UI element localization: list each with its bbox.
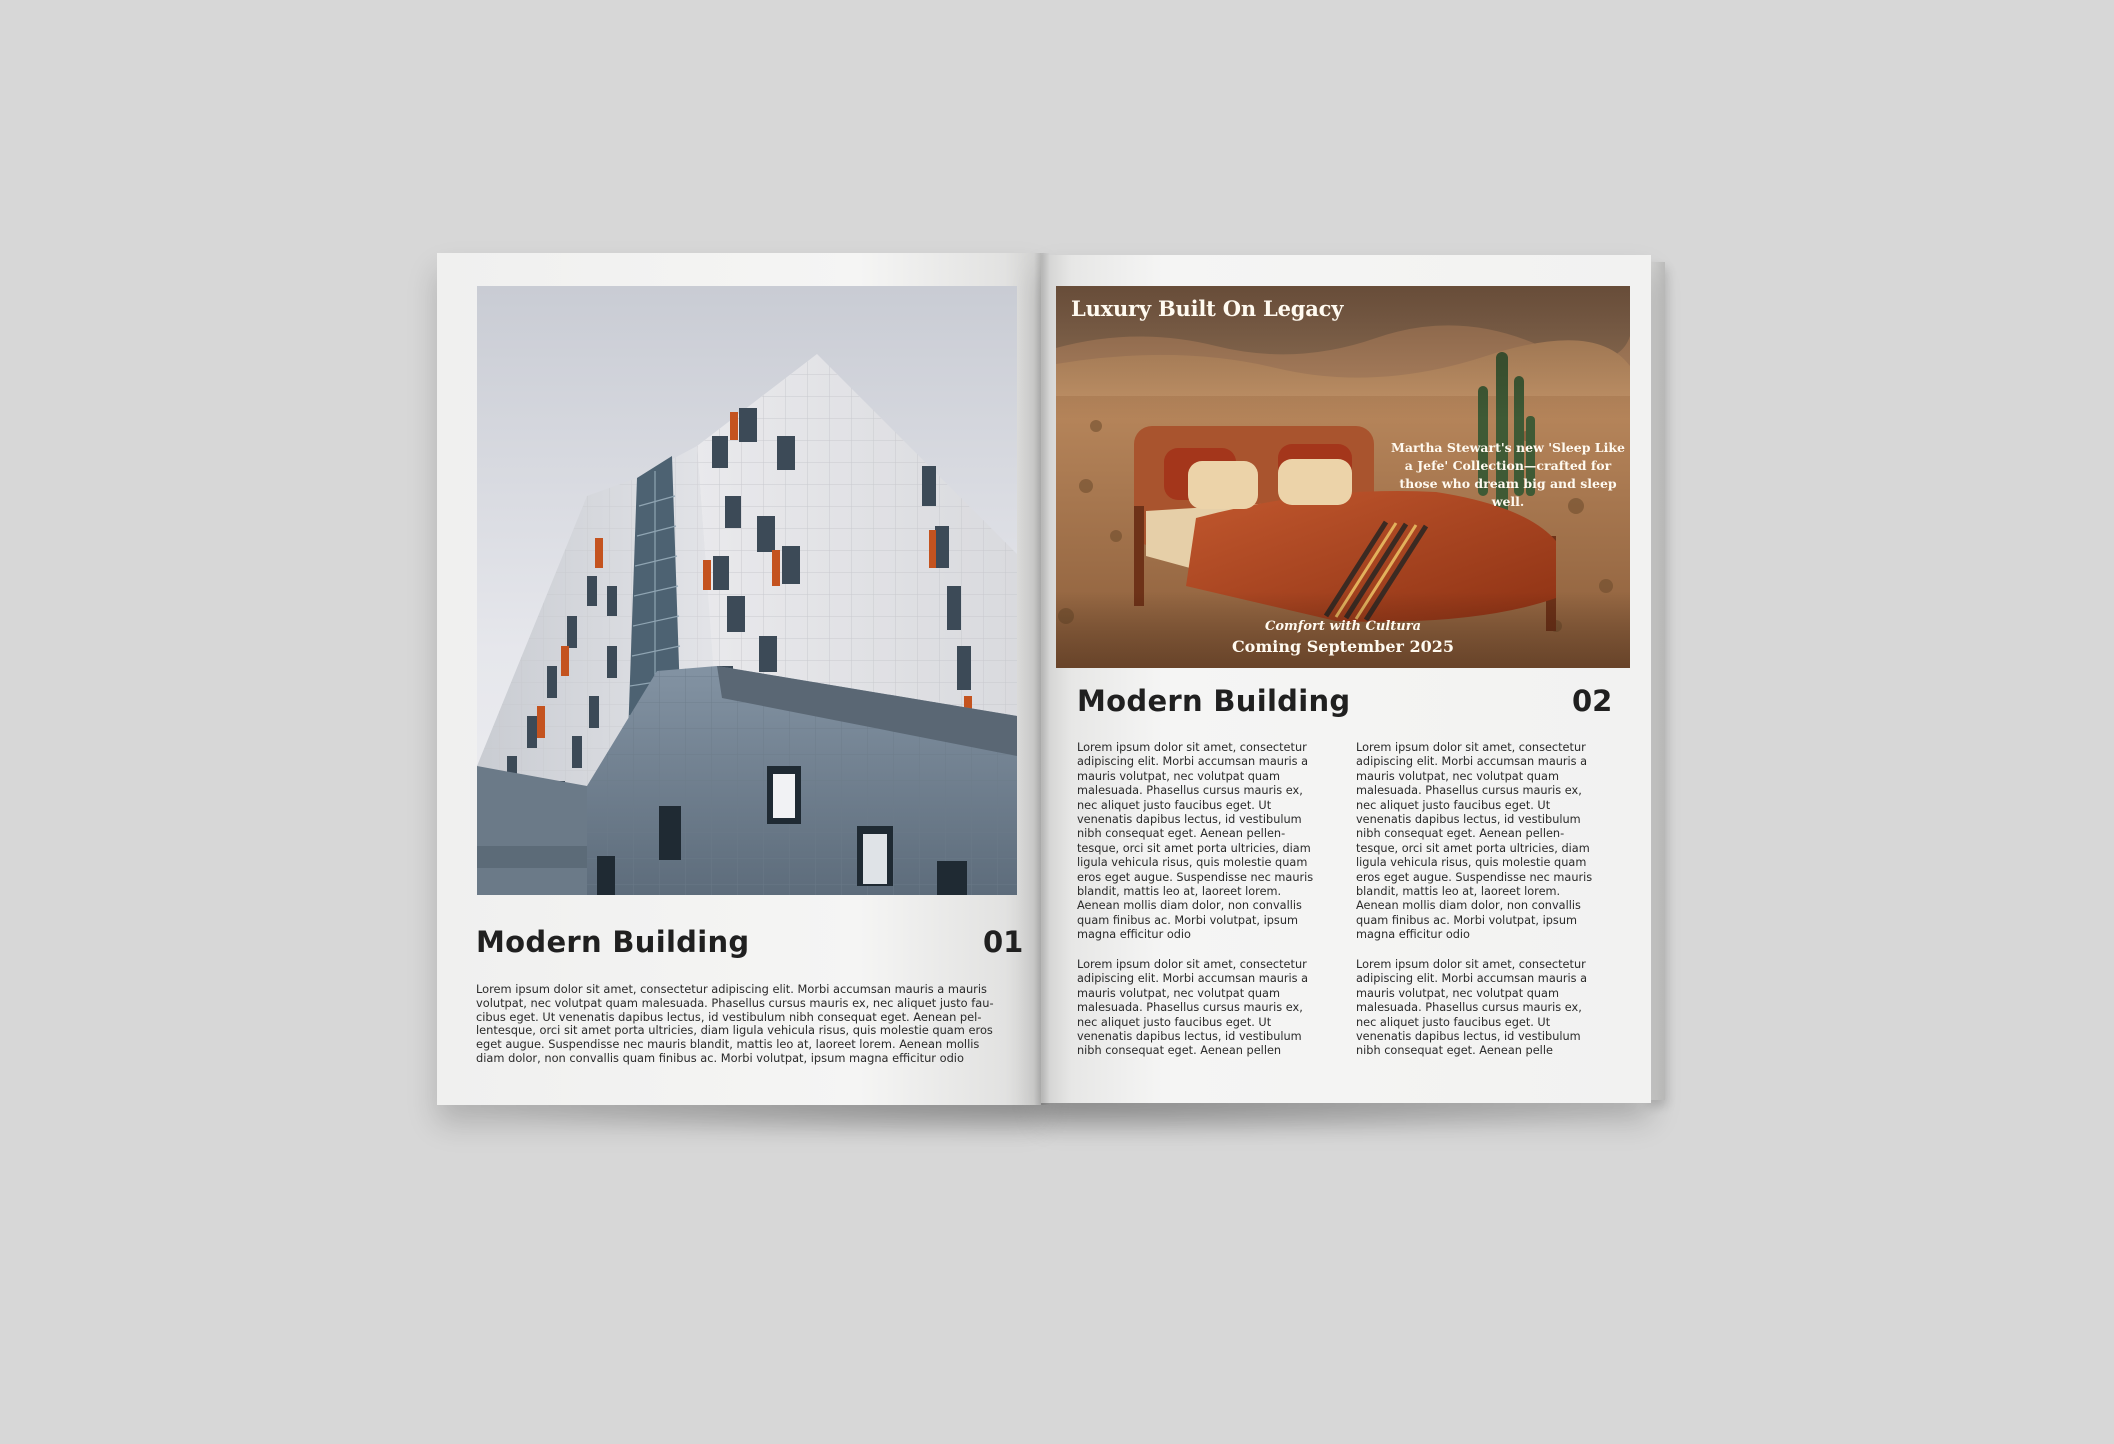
ad-caption: Martha Stewart's new 'Sleep Like a Jefe' Collection—crafted for those who dream big and sleep well. <box>1391 440 1625 509</box>
right-col2-paragraph-1: Lorem ipsum dolor sit amet, consectetur adipiscing elit. Morbi accumsan mauris a mauris volutpat, nec volutpat quam malesuada. Phasellus cursus mauris ex, nec aliquet justo faucibus eget. Ut venenatis dapibus lectus, id vestibulum nibh consequat eget. Aenean pellen- tesque, orci sit amet porta ultricies, diam ligula vehicula risus, quis molestie quam eros eget augue. Suspendisse nec mauris blandit, mattis leo at, laoreet lorem. Aenean mollis diam dolor, non convallis quam finibus ac. Morbi volutpat, ipsum magna efficitur odio <box>1356 741 1593 942</box>
left-page-number: 01 <box>983 925 1024 959</box>
ad-coming-date: Coming September 2025 <box>1231 637 1455 656</box>
right-col1-paragraph-1: Lorem ipsum dolor sit amet, consectetur adipiscing elit. Morbi accumsan mauris a mauris volutpat, nec volutpat quam malesuada. Phasellus cursus mauris ex, nec aliquet justo faucibus eget. Ut venenatis dapibus lectus, id vestibulum nibh consequat eget. Aenean pellen- tesque, orci sit amet porta ultricies, diam ligula vehicula risus, quis molestie quam eros eget augue. Suspendisse nec mauris blandit, mattis leo at, laoreet lorem. Aenean mollis diam dolor, non convallis quam finibus ac. Morbi volutpat, ipsum magna efficitur odio <box>1077 741 1314 942</box>
left-page-heading: Modern Building <box>476 925 750 959</box>
spine-gutter <box>1034 253 1050 1105</box>
right-page-number: 02 <box>1572 684 1613 718</box>
ad-tagline: Comfort with Cultura <box>1265 619 1421 634</box>
ad-title: Luxury Built On Legacy <box>1071 296 1344 321</box>
building-photo <box>477 286 1017 895</box>
left-page-body: Lorem ipsum dolor sit amet, consectetur adipiscing elit. Morbi accumsan mauris a mauris volutpat, nec volutpat quam malesuada. Phasellus cursus mauris ex, nec aliquet justo fau- cibus eget. Ut venenatis dapibus lectus, id vestibulum nibh consequat eget. Aenean pel- lentesque, orci sit amet porta ultricies, diam ligula vehicula risus, quis molestie quam eros eget augue. Suspendisse nec mauris blandit, mattis leo at, laoreet lorem. Aenean mollis diam dolor, non convallis quam finibus ac. Morbi volutpat, ipsum magna efficitur odio <box>476 982 994 1065</box>
right-col2-paragraph-2: Lorem ipsum dolor sit amet, consectetur adipiscing elit. Morbi accumsan mauris a mauris volutpat, nec volutpat quam malesuada. Phasellus cursus mauris ex, nec aliquet justo faucibus eget. Ut venenatis dapibus lectus, id vestibulum nibh consequat eget. Aenean pelle <box>1356 958 1588 1058</box>
right-page-heading: Modern Building <box>1077 684 1351 718</box>
right-col1-paragraph-2: Lorem ipsum dolor sit amet, consectetur adipiscing elit. Morbi accumsan mauris a mauris volutpat, nec volutpat quam malesuada. Phasellus cursus mauris ex, nec aliquet justo faucibus eget. Ut venenatis dapibus lectus, id vestibulum nibh consequat eget. Aenean pellen <box>1077 958 1309 1058</box>
